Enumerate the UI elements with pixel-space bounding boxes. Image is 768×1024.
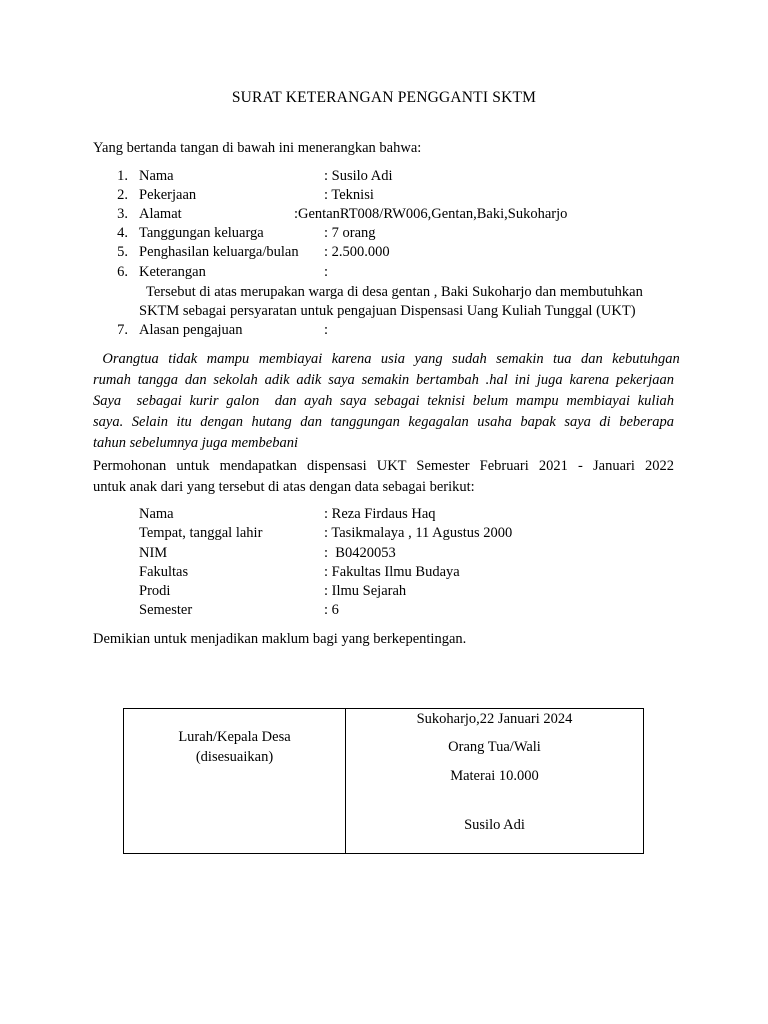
alasan-line: Orangtua tidak mampu membiayai karena usia yang sudah semakin tua dan kebutuhgan <box>93 351 680 367</box>
alasan-line: Saya sebagai kurir galon dan ayah saya sebagai teknisi belum mampu membiayai kuliah <box>93 393 674 409</box>
list-label: Tanggungan keluarga <box>139 225 264 241</box>
intro-text: Yang bertanda tangan di bawah ini menerangkan bahwa: <box>93 140 422 156</box>
list-number: 3. <box>117 206 128 222</box>
list-label: Keterangan <box>139 264 206 280</box>
alasan-line: tahun sebelumnya juga membebani <box>93 435 298 451</box>
list-value: : 7 orang <box>324 225 376 241</box>
alasan-line: saya. Selain itu dengan hutang dan tanggungan kegagalan usaha bapak saya di beberapa <box>93 414 674 430</box>
signature-table <box>123 708 644 854</box>
student-label: Nama <box>139 506 174 522</box>
list-label: Nama <box>139 168 174 184</box>
student-value: : Ilmu Sejarah <box>324 583 407 599</box>
list-label: Alasan pengajuan <box>139 322 243 338</box>
list-value: : 2.500.000 <box>324 244 390 260</box>
list-value: :GentanRT008/RW006,Gentan,Baki,Sukoharjo <box>294 206 568 222</box>
role-label: Orang Tua/Wali <box>448 739 541 755</box>
lurah-label: Lurah/Kepala Desa <box>178 729 291 745</box>
student-value: : Reza Firdaus Haq <box>324 506 436 522</box>
letter-title: SURAT KETERANGAN PENGGANTI SKTM <box>231 89 537 106</box>
alasan-line: rumah tangga dan sekolah adik adik saya semakin bertambah .hal ini juga karena pekerjaan <box>93 372 674 388</box>
student-label: Semester <box>139 602 193 618</box>
place-date: Sukoharjo,22 Januari 2024 <box>416 711 573 727</box>
list-number: 1. <box>117 168 128 184</box>
student-value: : 6 <box>324 602 339 618</box>
student-label: NIM <box>139 545 168 561</box>
list-number: 7. <box>117 322 128 338</box>
student-value: : B0420053 <box>324 545 396 561</box>
student-label: Tempat, tanggal lahir <box>139 525 263 541</box>
list-value: : Teknisi <box>324 187 374 203</box>
permohonan-line: untuk anak dari yang tersebut di atas dengan data sebagai berikut: <box>93 479 475 495</box>
keterangan-line: Tersebut di atas merupakan warga di desa gentan , Baki Sukoharjo dan membutuhkan <box>146 284 643 300</box>
list-number: 4. <box>117 225 128 241</box>
list-label: Penghasilan keluarga/bulan <box>139 244 299 260</box>
list-value: : <box>324 264 329 280</box>
list-number: 6. <box>117 264 128 280</box>
list-number: 2. <box>117 187 128 203</box>
list-value: : <box>324 322 329 338</box>
signer-name: Susilo Adi <box>464 817 525 833</box>
list-label: Alamat <box>139 206 182 222</box>
student-label: Fakultas <box>139 564 189 580</box>
keterangan-line: SKTM sebagai persyaratan untuk pengajuan Dispensasi Uang Kuliah Tunggal (UKT) <box>139 303 636 319</box>
materai-label: Materai 10.000 <box>450 768 539 784</box>
list-label: Pekerjaan <box>139 187 197 203</box>
student-value: : Tasikmalaya , 11 Agustus 2000 <box>324 525 513 541</box>
student-value: : Fakultas Ilmu Budaya <box>324 564 460 580</box>
permohonan-line: Permohonan untuk mendapatkan dispensasi UKT Semester Februari 2021 - Januari 2022 <box>93 458 674 474</box>
lurah-note: (disesuaikan) <box>195 749 274 765</box>
list-number: 5. <box>117 244 128 260</box>
student-label: Prodi <box>139 583 171 599</box>
closing-text: Demikian untuk menjadikan maklum bagi yang berkepentingan. <box>93 631 467 647</box>
list-value: : Susilo Adi <box>324 168 393 184</box>
